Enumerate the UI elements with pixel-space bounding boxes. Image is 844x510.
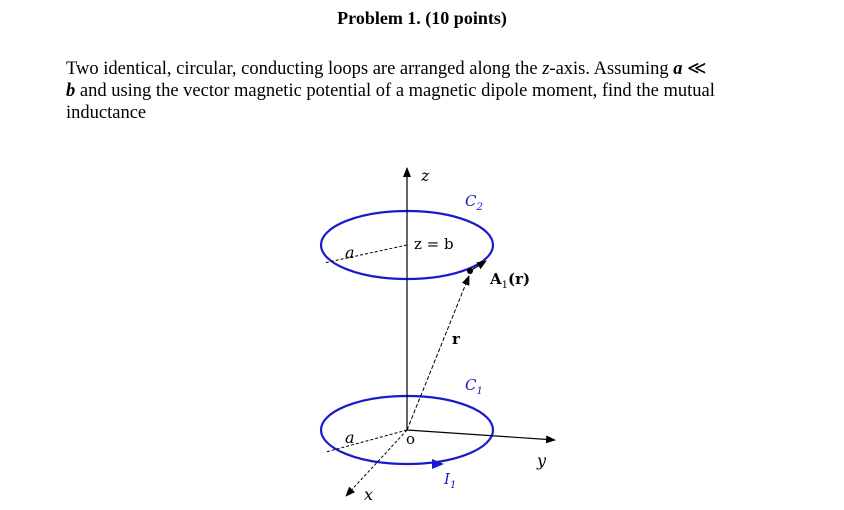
statement-text-2: -axis. Assuming	[549, 59, 674, 79]
a-variable: a	[673, 59, 683, 79]
position-vector-r	[407, 276, 469, 430]
plane-label: z = b	[414, 235, 454, 253]
lower-radius-label: a	[345, 428, 355, 447]
z-variable: z	[542, 59, 550, 79]
lower-loop-label-sub: 1	[476, 386, 483, 397]
upper-loop-label	[465, 192, 483, 213]
current-label-sub: 1	[449, 480, 457, 491]
y-axis	[407, 430, 555, 440]
potential-label	[489, 270, 530, 291]
much-less-symbol: ≪	[682, 59, 707, 79]
lower-loop-label	[465, 376, 483, 397]
y-axis-label: y	[537, 451, 547, 470]
position-vector-label: r	[452, 330, 460, 348]
potential-label-sub: 1	[501, 280, 509, 291]
problem-title: Problem 1. (10 points)	[337, 8, 507, 28]
b-variable: b	[66, 81, 76, 101]
upper-radius-line	[324, 245, 407, 263]
x-axis-label: x	[364, 485, 374, 504]
lower-radius-line	[326, 430, 407, 452]
current-label-main: I	[444, 470, 450, 488]
potential-label-main: A	[490, 270, 502, 288]
current-label	[443, 470, 456, 491]
statement-text-1: Two identical, circular, conducting loops are arranged along the	[66, 59, 543, 79]
upper-radius-label: a	[345, 243, 355, 262]
statement-text-3: and using the vector magnetic potential of a magnetic dipole moment, find the mutual inductance	[66, 81, 715, 123]
upper-loop-label-main: C	[465, 192, 477, 210]
origin-label: o	[406, 430, 416, 448]
z-axis-label: z	[421, 166, 430, 185]
potential-label-arg: (r)	[508, 270, 531, 288]
lower-loop-label-main: C	[465, 376, 477, 394]
upper-loop-label-sub: 2	[476, 202, 483, 213]
